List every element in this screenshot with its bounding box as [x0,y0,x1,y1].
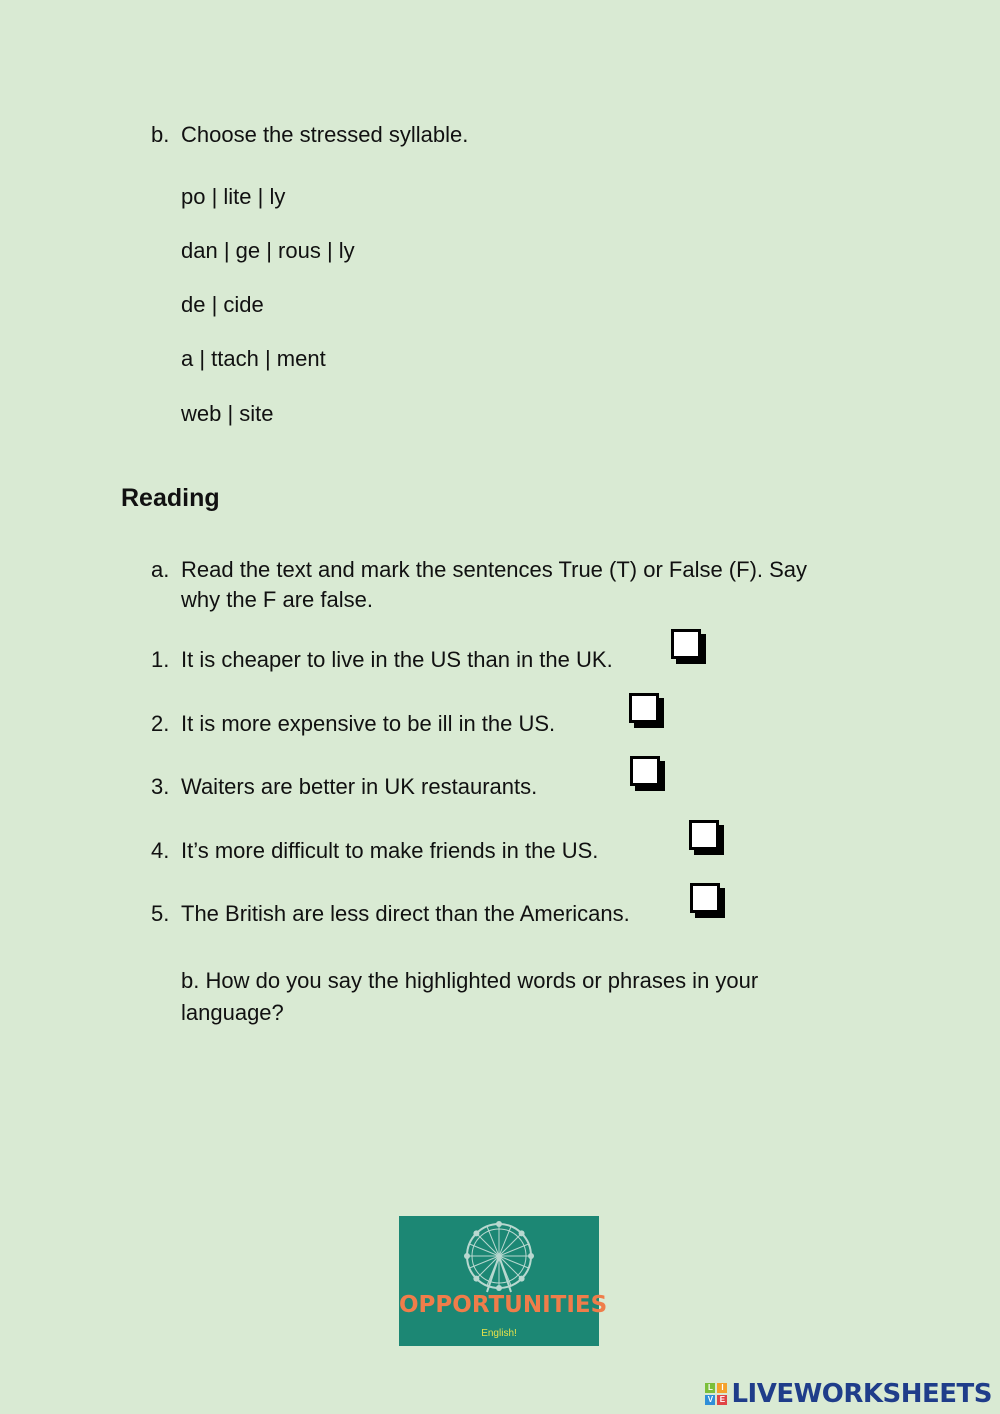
syllable-word-1[interactable]: po | lite | ly [181,184,286,209]
statement-text-3: Waiters are better in UK restaurants. [181,774,538,799]
syllable-word-4[interactable]: a | ttach | ment [181,346,326,371]
reading-task-b-line1: b. How do you say the highlighted words or phrases in your [181,968,759,993]
statement-text-4: It’s more difficult to make friends in the US. [181,838,599,863]
statement-checkbox-4[interactable] [689,820,719,850]
syllable-task-label: b. [151,122,170,147]
syllable-word-5[interactable]: web | site [181,401,274,426]
reading-task-a-line2: why the F are false. [181,587,373,612]
reading-heading: Reading [121,484,220,512]
statement-number-1: 1. [151,647,170,672]
reading-task-a-label: a. [151,557,170,582]
statement-number-4: 4. [151,838,170,863]
statement-checkbox-2[interactable] [629,693,659,723]
liveworksheets-watermark[interactable] [705,1378,992,1410]
opportunities-logo [399,1216,608,1346]
reading-task-b-line2: language? [181,1000,284,1025]
logo-letter-v: V [705,1395,715,1405]
logo-title: OPPORTUNITIES [399,1292,608,1318]
liveworksheets-logo-icon [705,1383,727,1405]
statement-checkbox-5[interactable] [690,883,720,913]
syllable-task-instruction: Choose the stressed syllable. [181,122,469,147]
logo-subtitle: English! [481,1328,517,1339]
logo-letter-i: I [717,1383,727,1393]
reading-task-a-line1: Read the text and mark the sentences True (T) or False (F). Say [181,557,808,582]
logo-letter-e: E [717,1395,727,1405]
statement-checkbox-1[interactable] [671,629,701,659]
ferris-wheel-icon [461,1220,537,1296]
liveworksheets-text: LIVEWORKSHEETS [731,1379,992,1409]
statement-checkbox-3[interactable] [630,756,660,786]
statement-text-1: It is cheaper to live in the US than in the UK. [181,647,613,672]
syllable-word-2[interactable]: dan | ge | rous | ly [181,238,355,263]
statement-text-2: It is more expensive to be ill in the US. [181,711,556,736]
logo-letter-l: L [705,1383,715,1393]
statement-number-5: 5. [151,901,170,926]
statement-number-2: 2. [151,711,170,736]
statement-number-3: 3. [151,774,170,799]
syllable-word-3[interactable]: de | cide [181,292,264,317]
statement-text-5: The British are less direct than the Americans. [181,901,630,926]
